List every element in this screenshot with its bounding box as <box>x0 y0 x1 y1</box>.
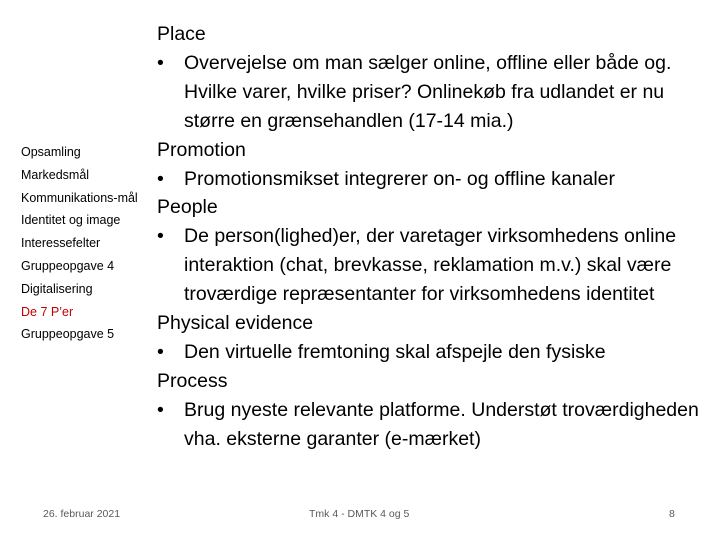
sidebar-item-de-7-per[interactable]: De 7 P’er <box>21 304 74 319</box>
bullet-icon: • <box>157 51 164 74</box>
sidebar-item-gruppeopgave-4[interactable]: Gruppeopgave 4 <box>21 258 115 273</box>
sidebar-item-interessefelter[interactable]: Interessefelter <box>21 236 101 251</box>
bullet-item-promotion <box>157 165 717 194</box>
slide-content <box>157 20 717 454</box>
bullet-item-place <box>157 49 717 136</box>
sidebar-nav <box>21 144 146 349</box>
bullet-item-physical-evidence <box>157 338 717 367</box>
section-heading-physical-evidence: Physical evidence <box>157 312 314 335</box>
bullet-icon: • <box>157 340 164 363</box>
bullet-item-people <box>157 222 717 309</box>
bullet-icon: • <box>157 398 164 421</box>
section-heading-place: Place <box>157 23 206 45</box>
bullet-item-process <box>157 396 717 454</box>
bullet-icon: • <box>157 167 164 190</box>
sidebar-item-gruppeopgave-5[interactable]: Gruppeopgave 5 <box>21 327 115 342</box>
bullet-text: Overvejelse om man sælger online, offline eller både og. Hvilke varer, hvilke priser? Onlinekøb fra udlandet er nu større en grænsehandlen (17-14 mia.) <box>184 51 672 132</box>
footer-date: 26. februar 2021 <box>43 508 121 520</box>
sidebar-item-kommunikationsmal[interactable]: Kommunikations-mål <box>21 190 138 205</box>
sidebar-item-digitalisering[interactable]: Digitalisering <box>21 281 93 296</box>
sidebar-item-opsamling[interactable]: Opsamling <box>21 145 81 159</box>
bullet-text: Den virtuelle fremtoning skal afspejle den fysiske <box>184 340 606 363</box>
section-heading-promotion: Promotion <box>157 138 246 161</box>
section-heading-process: Process <box>157 369 228 392</box>
bullet-text: Brug nyeste relevante platforme. Understøt troværdigheden vha. eksterne garanter (e-mærket) <box>184 398 699 450</box>
section-heading-people: People <box>157 196 218 219</box>
sidebar-item-identitet-og-image[interactable]: Identitet og image <box>21 213 121 228</box>
bullet-icon: • <box>157 225 164 248</box>
bullet-text: De person(lighed)er, der varetager virksomhedens online interaktion (chat, brevkasse, reklamation m.v.) skal være troværdige repræsentanter for virksomhedens identitet <box>184 225 677 306</box>
sidebar-item-markedsmal[interactable]: Markedsmål <box>21 167 90 182</box>
footer-page-number: 8 <box>669 508 675 520</box>
bullet-text: Promotionsmikset integrerer on- og offline kanaler <box>184 167 616 190</box>
footer-title: Tmk 4 - DMTK 4 og 5 <box>309 508 410 520</box>
